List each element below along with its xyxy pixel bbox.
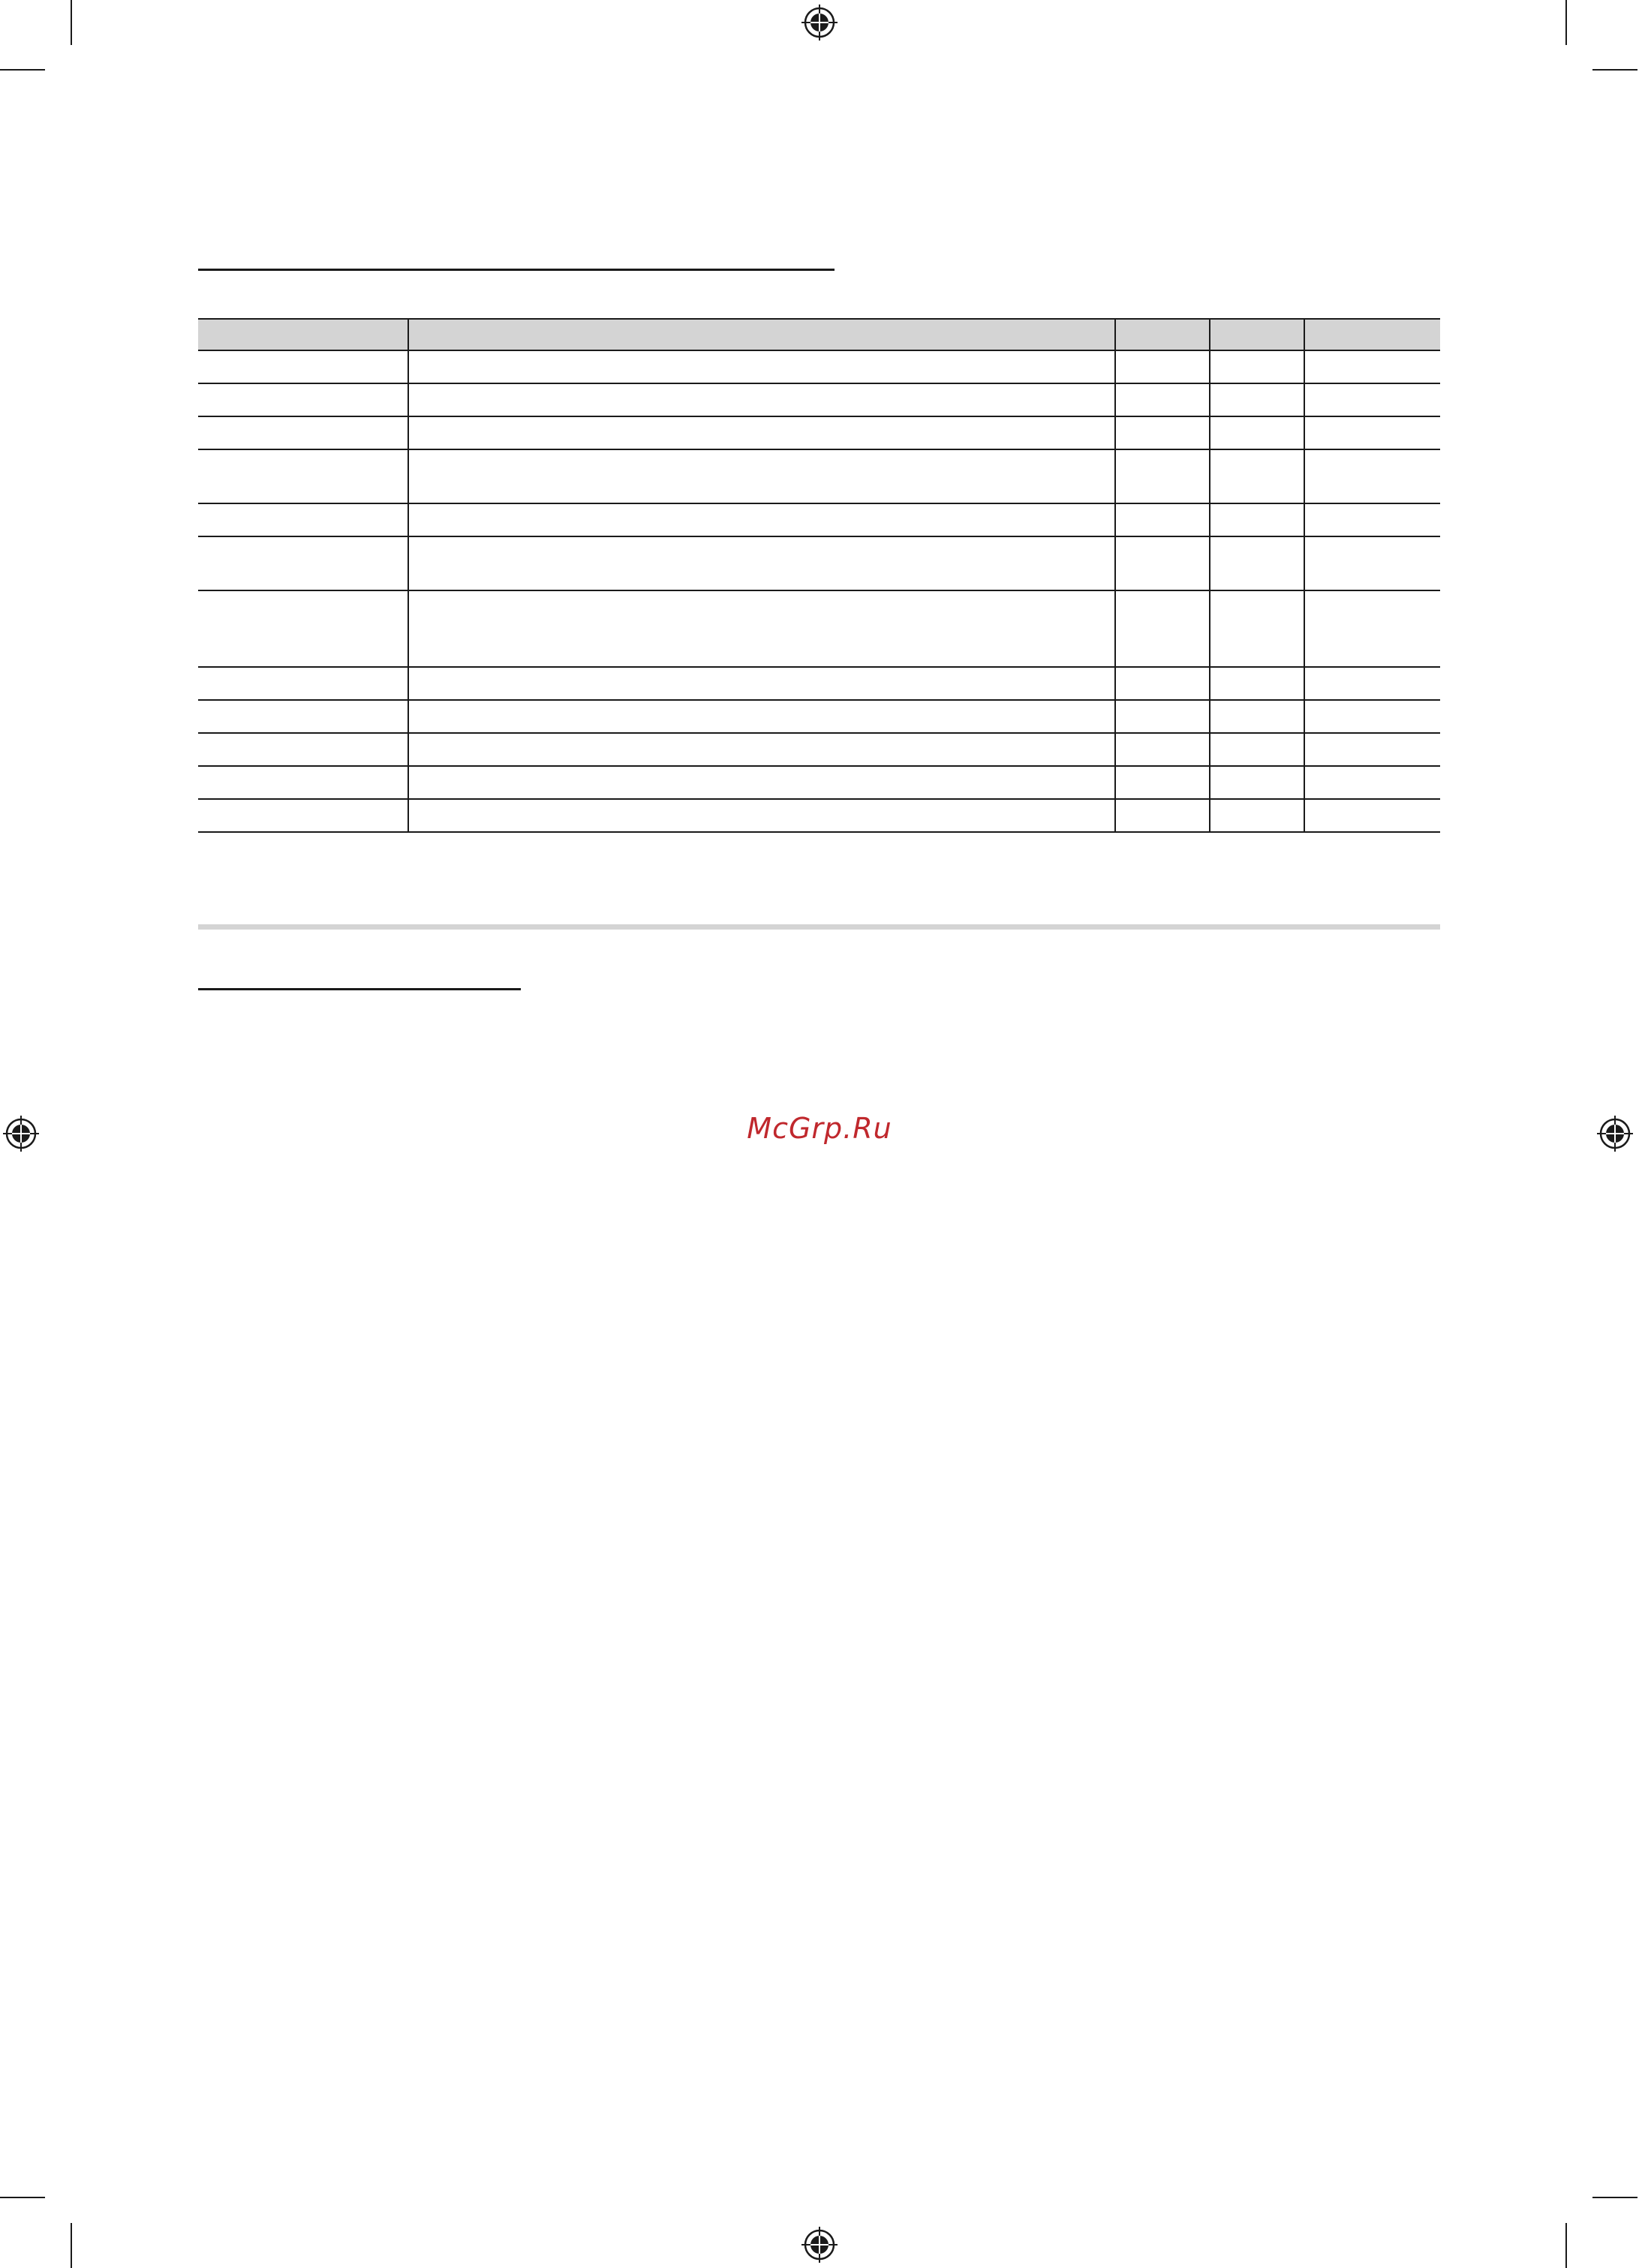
table-cell xyxy=(408,733,1115,766)
table-cell xyxy=(1115,449,1210,503)
registration-mark-top-icon xyxy=(801,5,838,41)
table-row xyxy=(198,700,1440,733)
table-cell xyxy=(1115,799,1210,832)
table-cell xyxy=(198,590,408,667)
watermark-text: McGrp.Ru xyxy=(747,1112,892,1145)
section-heading-rule-top xyxy=(198,269,835,271)
table-cell xyxy=(198,766,408,799)
table-cell xyxy=(1115,667,1210,700)
table-cell xyxy=(1210,350,1304,383)
table-cell xyxy=(408,383,1115,416)
table-cell xyxy=(1210,590,1304,667)
table-header-cell xyxy=(408,319,1115,350)
table-cell xyxy=(198,503,408,536)
table-row xyxy=(198,590,1440,667)
table-cell xyxy=(1304,536,1440,590)
table-cell xyxy=(1115,503,1210,536)
section-divider xyxy=(198,924,1440,930)
table-cell xyxy=(198,667,408,700)
table-cell xyxy=(1304,766,1440,799)
crop-mark-top-left-h xyxy=(0,69,45,71)
crop-mark-top-left-v xyxy=(71,0,72,45)
table-cell xyxy=(1210,536,1304,590)
table-cell xyxy=(408,590,1115,667)
table-cell xyxy=(198,449,408,503)
table-cell xyxy=(1115,733,1210,766)
table-row xyxy=(198,503,1440,536)
table-cell xyxy=(1210,667,1304,700)
table-cell xyxy=(1115,350,1210,383)
table-cell xyxy=(198,799,408,832)
crop-mark-bottom-left-h xyxy=(0,2197,45,2198)
table-cell xyxy=(1210,503,1304,536)
table-cell xyxy=(198,700,408,733)
crop-mark-bottom-right-h xyxy=(1592,2197,1637,2198)
table-cell xyxy=(1115,766,1210,799)
table-cell xyxy=(1210,416,1304,449)
table-cell xyxy=(198,733,408,766)
table-row xyxy=(198,766,1440,799)
table-cell xyxy=(1304,416,1440,449)
table-cell xyxy=(1304,449,1440,503)
spec-table xyxy=(198,318,1440,833)
table-row xyxy=(198,416,1440,449)
table-cell xyxy=(1115,700,1210,733)
table-cell xyxy=(408,766,1115,799)
table-cell xyxy=(1115,383,1210,416)
table-cell xyxy=(198,383,408,416)
crop-mark-top-right-h xyxy=(1592,69,1637,71)
table-row xyxy=(198,449,1440,503)
table-cell xyxy=(408,536,1115,590)
table-cell xyxy=(408,700,1115,733)
table-row xyxy=(198,383,1440,416)
table-cell xyxy=(1210,766,1304,799)
table-row xyxy=(198,733,1440,766)
table-cell xyxy=(1115,416,1210,449)
table-cell xyxy=(1304,700,1440,733)
table-cell xyxy=(1210,449,1304,503)
table-cell xyxy=(198,416,408,449)
table-cell xyxy=(1304,383,1440,416)
table-row xyxy=(198,667,1440,700)
table-cell xyxy=(198,536,408,590)
table-cell xyxy=(1304,503,1440,536)
crop-mark-bottom-left-v xyxy=(71,2223,72,2268)
table-cell xyxy=(408,449,1115,503)
table-cell xyxy=(1304,590,1440,667)
table-header-cell xyxy=(1210,319,1304,350)
table-header-cell xyxy=(1304,319,1440,350)
crop-mark-bottom-right-v xyxy=(1565,2223,1567,2268)
table-cell xyxy=(1210,700,1304,733)
table-header-row xyxy=(198,319,1440,350)
crop-mark-top-right-v xyxy=(1565,0,1567,45)
table-cell xyxy=(408,416,1115,449)
table-row xyxy=(198,350,1440,383)
table-cell xyxy=(198,350,408,383)
table-cell xyxy=(1304,667,1440,700)
table-cell xyxy=(1210,733,1304,766)
table-cell xyxy=(1115,590,1210,667)
table-cell xyxy=(408,799,1115,832)
registration-mark-bottom-icon xyxy=(801,2227,838,2263)
table-header-cell xyxy=(198,319,408,350)
table-cell xyxy=(1304,733,1440,766)
section-heading-rule-bottom xyxy=(198,988,521,990)
table-row xyxy=(198,799,1440,832)
table-row xyxy=(198,536,1440,590)
table-cell xyxy=(1304,799,1440,832)
table-cell xyxy=(408,503,1115,536)
table-cell xyxy=(1304,350,1440,383)
table-header-cell xyxy=(1115,319,1210,350)
table-cell xyxy=(1210,383,1304,416)
table-cell xyxy=(408,667,1115,700)
table-cell xyxy=(1210,799,1304,832)
table-cell xyxy=(1115,536,1210,590)
table-cell xyxy=(408,350,1115,383)
